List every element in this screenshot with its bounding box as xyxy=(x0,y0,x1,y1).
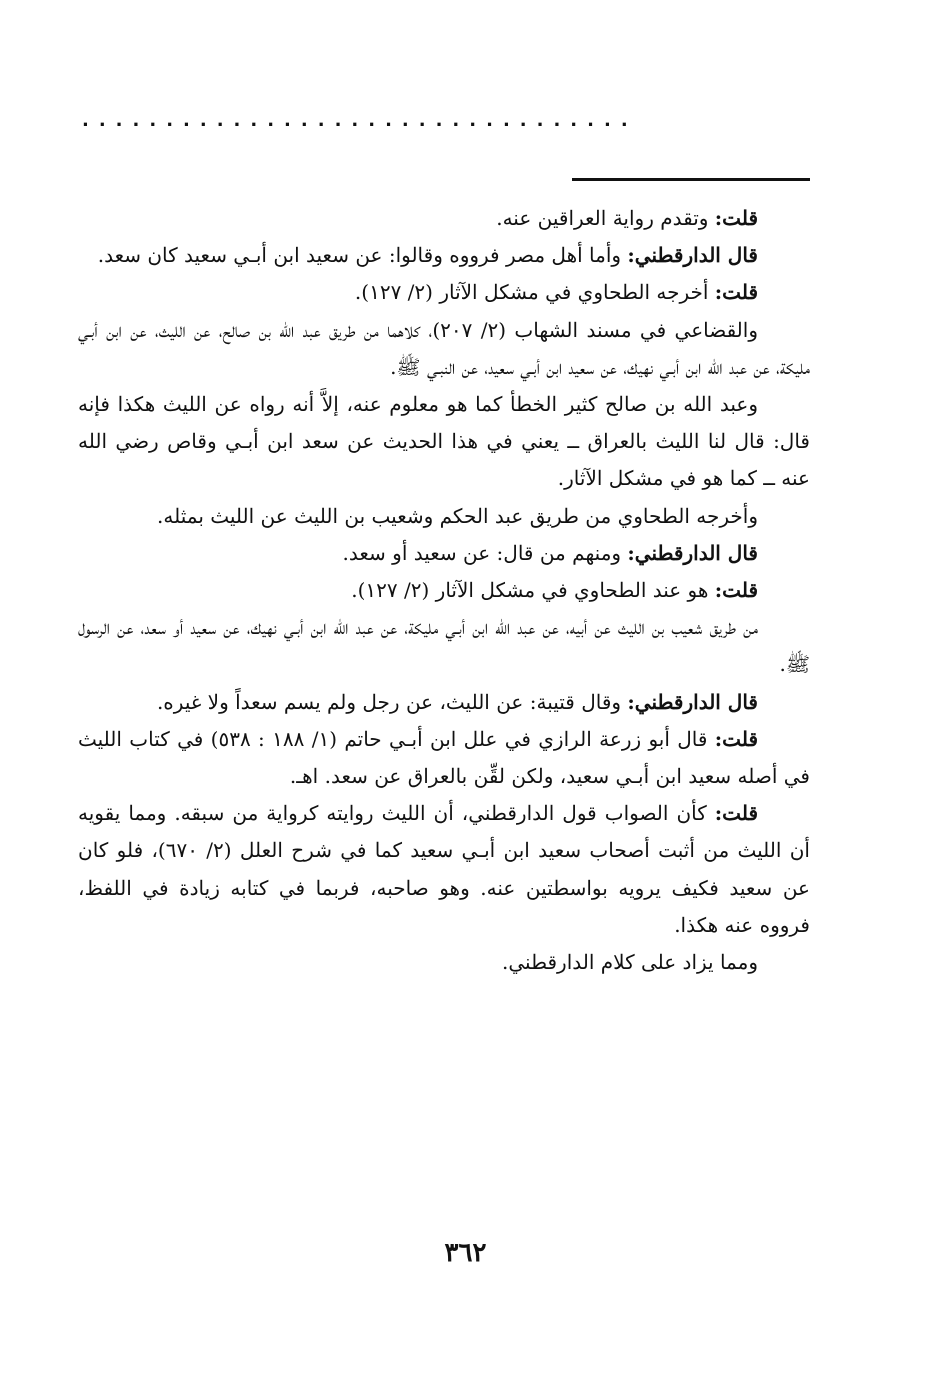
paragraph xyxy=(78,312,810,386)
paragraph xyxy=(78,795,810,944)
paragraph xyxy=(78,535,810,572)
paragraph-text: وتقدم رواية العراقين عنه. xyxy=(496,206,715,230)
paragraph xyxy=(78,609,810,683)
paragraph-lead: قلت: xyxy=(714,726,758,751)
paragraph-text: وعبد الله بن صالح كثير الخطأ كما هو معلوم عنه، إلاَّ أنه رواه عن الليث هكذا فإنه قال: قال لنا الليث بالعراق ــ يعني في هذا الحديث عن سعد ابن أبـي وقاص رضي الله عنه ــ كما هو في مشكل الآثار. xyxy=(78,392,810,491)
paragraph-text: والقضاعي في مسند الشهاب (٢/ ٢٠٧)، كلاهما من طريق عبد الله بن صالح، عن الليث، عن ابن أبـي مليكة، عن عبد الله ابن أبـي نهيك، عن سعيد ابن أبـي سعيد، عن النبـي ﷺ. xyxy=(78,317,810,379)
body-text xyxy=(78,200,810,981)
paragraph-lead: قال الدارقطني: xyxy=(627,243,758,268)
paragraph xyxy=(78,572,810,609)
paragraph-lead: قال الدارقطني: xyxy=(627,540,758,565)
header-dot-leader: ................................. xyxy=(82,110,638,131)
paragraph xyxy=(78,498,810,535)
page-number: ٣٦٢ xyxy=(444,1238,487,1268)
paragraph-lead: قال الدارقطني: xyxy=(627,689,758,714)
paragraph-text: قال أبو زرعة الرازي في علل ابن أبـي حاتم (١/ ١٨٨ : ٥٣٨) في كتاب الليث في أصله سعيد ابن أبـي سعيد، ولكن لقِّن بالعراق عن سعد. اهـ. xyxy=(78,726,810,789)
paragraph xyxy=(78,274,810,311)
paragraph-lead: قلت: xyxy=(714,578,758,603)
paragraph xyxy=(78,386,810,498)
paragraph-text: ومنهم من قال: عن سعيد أو سعد. xyxy=(342,540,628,565)
paragraph-text: وقال قتيبة: عن الليث، عن رجل ولم يسم سعداً ولا غيره. xyxy=(156,689,628,714)
paragraph-text: أخرجه الطحاوي في مشكل الآثار (٢/ ١٢٧). xyxy=(354,280,715,305)
paragraph xyxy=(78,200,810,237)
paragraph xyxy=(78,944,810,981)
paragraph-text: هو عند الطحاوي في مشكل الآثار (٢/ ١٢٧). xyxy=(351,578,715,603)
paragraph-lead: قلت: xyxy=(714,801,758,826)
paragraph xyxy=(78,237,810,274)
paragraph-text: وأما أهل مصر فرووه وقالوا: عن سعيد ابن أبـي سعيد كان سعد. xyxy=(97,243,628,268)
paragraph-lead: قلت: xyxy=(714,206,758,230)
header-rule xyxy=(572,178,810,181)
paragraph-text: وأخرجه الطحاوي من طريق عبد الحكم وشعيب بن الليث عن الليث بمثله. xyxy=(157,503,758,528)
paragraph-text: ومما يزاد على كلام الدارقطني. xyxy=(502,950,758,975)
paragraph-lead: قلت: xyxy=(714,280,758,305)
paragraph xyxy=(78,721,810,795)
paragraph-text: كأن الصواب قول الدارقطني، أن الليث روايته كرواية من سبقه. ومما يقويه أن الليث من أثبت أصحاب سعيد ابن أبـي سعيد كما في شرح العلل (٢/ ٦٧٠)، فلو كان عن سعيد فكيف يرويه بواسطتين عنه. وهو صاحبه، فربما في كتابه زيادة في اللفظ، فرووه عنه هكذا. xyxy=(78,801,810,937)
paragraph xyxy=(78,684,810,721)
paragraph-text: من طريق شعيب بن الليث عن أبيه، عن عبد الله ابن أبـي مليكة، عن عبد الله ابن أبـي نهيك، عن سعيد أو سعد، عن الرسول ﷺ. xyxy=(78,615,810,677)
